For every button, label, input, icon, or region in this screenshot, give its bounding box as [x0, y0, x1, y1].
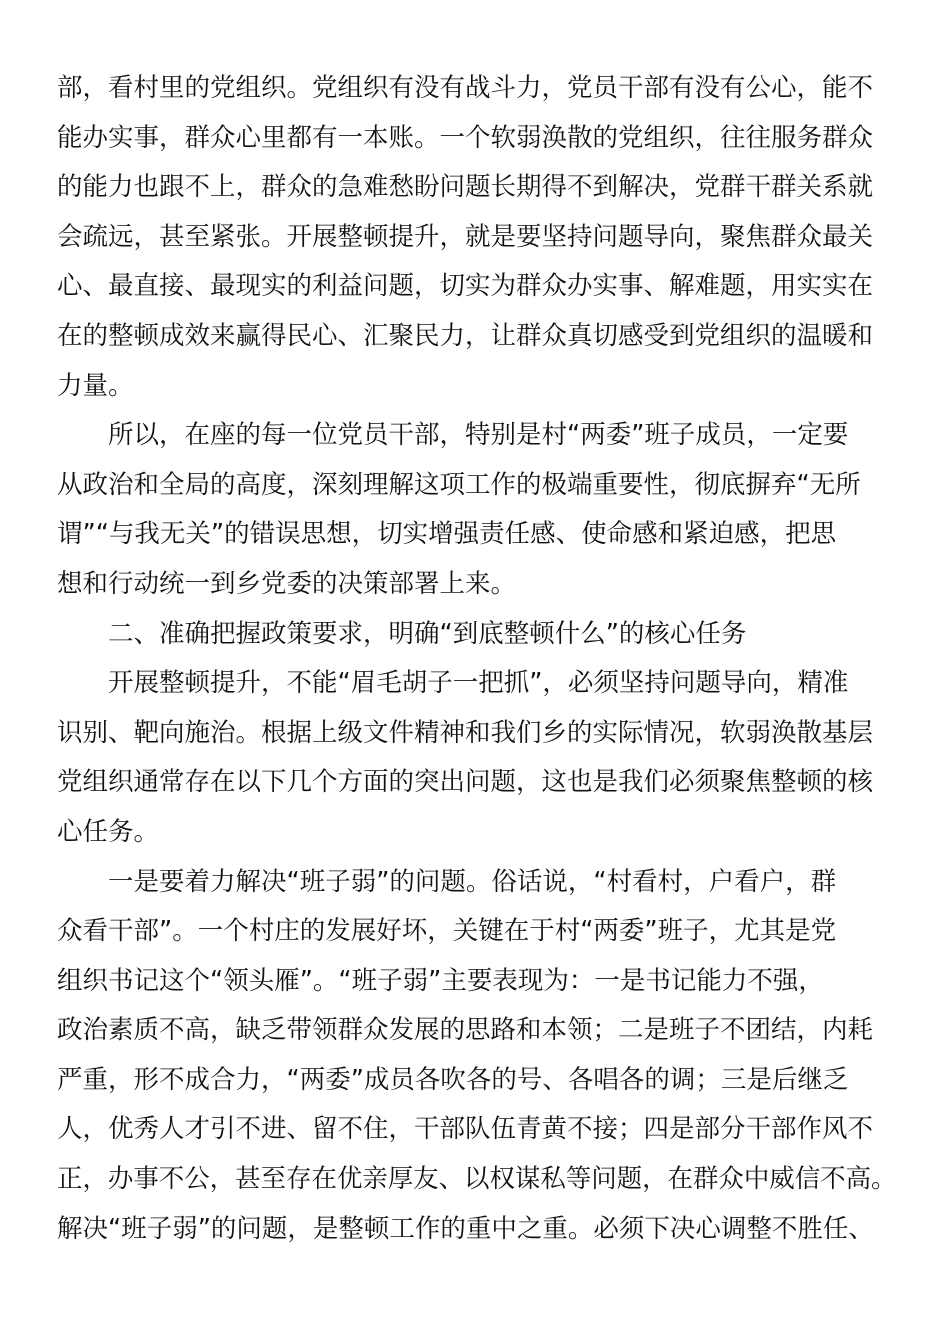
text-line: 谓”“与我无关”的错误思想，切实增强责任感、使命感和紧迫感，把思 — [57, 519, 837, 550]
text-line: 严重，形不成合力，“两委”成员各吹各的号、各唱各的调；三是后继乏 — [57, 1064, 849, 1095]
text-line: 解决“班子弱”的问题，是整顿工作的重中之重。必须下决心调整不胜任、 — [57, 1213, 874, 1244]
text-line: 所以，在座的每一位党员干部，特别是村“两委”班子成员，一定要 — [108, 420, 849, 451]
text-line: 一是要着力解决“班子弱”的问题。俗话说，“村看村，户看户，群 — [108, 866, 837, 897]
text-line: 在的整顿成效来赢得民心、汇聚民力，让群众真切感受到党组织的温暖和 — [57, 320, 874, 351]
text-line: 想和行动统一到乡党委的决策部署上来。 — [57, 568, 517, 599]
text-line: 二、准确把握政策要求，明确“到底整顿什么”的核心任务 — [108, 618, 747, 649]
text-line: 力量。 — [57, 370, 134, 401]
text-line: 正，办事不公，甚至存在优亲厚友、以权谋私等问题，在群众中威信不高。 — [57, 1164, 897, 1195]
document-body — [57, 64, 897, 1254]
text-line: 识别、靶向施治。根据上级文件精神和我们乡的实际情况，软弱涣散基层 — [57, 717, 874, 748]
text-line: 开展整顿提升，不能“眉毛胡子一把抓”，必须坚持问题导向，精准 — [108, 668, 849, 699]
text-line: 的能力也跟不上，群众的急难愁盼问题长期得不到解决，党群干群关系就 — [57, 172, 874, 203]
text-line: 人，优秀人才引不进、留不住，干部队伍青黄不接；四是部分干部作风不 — [57, 1114, 874, 1145]
text-line: 部，看村里的党组织。党组织有没有战斗力，党员干部有没有公心，能不 — [57, 73, 874, 103]
text-line: 心、最直接、最现实的利益问题，切实为群众办实事、解难题，用实实在 — [57, 271, 874, 302]
text-line: 心任务。 — [57, 816, 160, 847]
text-line: 众看干部”。一个村庄的发展好坏，关键在于村“两委”班子，尤其是党 — [57, 916, 837, 947]
text-line: 党组织通常存在以下几个方面的突出问题，这也是我们必须聚焦整顿的核 — [57, 767, 874, 798]
text-line: 能办实事，群众心里都有一本账。一个软弱涣散的党组织，往往服务群众 — [57, 122, 874, 153]
text-line: 会疏远，甚至紧张。开展整顿提升，就是要坚持问题导向，聚焦群众最关 — [57, 221, 874, 252]
text-line: 组织书记这个“领头雁”。“班子弱”主要表现为：一是书记能力不强， — [57, 965, 824, 996]
text-line: 从政治和全局的高度，深刻理解这项工作的极端重要性，彻底摒弃“无所 — [57, 469, 861, 500]
text-line: 政治素质不高，缺乏带领群众发展的思路和本领；二是班子不团结，内耗 — [57, 1015, 874, 1046]
